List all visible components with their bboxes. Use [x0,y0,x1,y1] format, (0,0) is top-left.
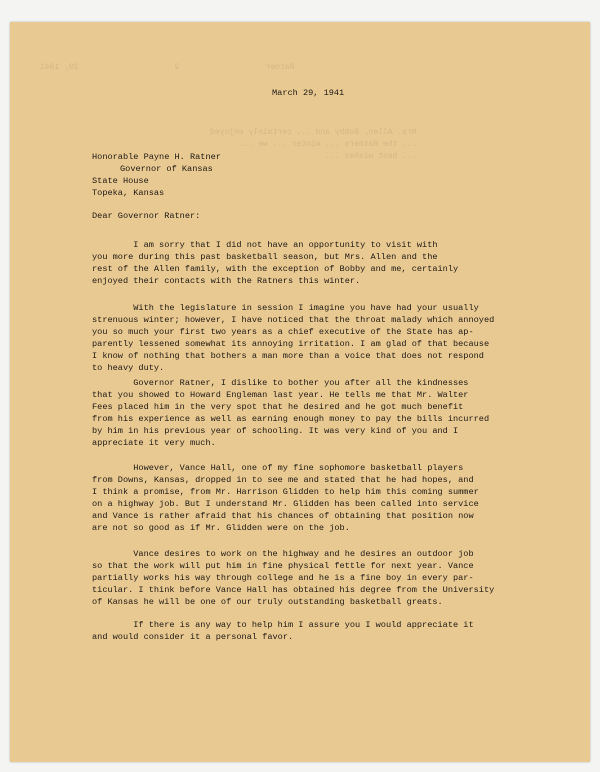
letter-page [10,22,590,762]
bleed-through-top: Ratner 2 29, 1941 [40,63,305,72]
recipient-line: State House [92,176,149,186]
recipient-line: Topeka, Kansas [92,188,165,198]
paragraph: However, Vance Hall, one of my fine sophomore basketball players from Downs, Kansas, dropped in to see me and stated that he had hopes, and I think a promise, from Mr. Harrison Glidden to help him this coming summer on a highway job. But I understand Mr. Glidden has been called into service and Vance is rather afraid that his chances of obtaining that position now are not so good as if Mr. Glidden were on the job. [92,463,479,533]
paragraph: I am sorry that I did not have an opportunity to visit with you more during this past basketball season, but Mrs. Allen and the rest of the Allen family, with the exception of Bobby and me, certainly enjoyed their contacts with the Ratners this winter. [92,240,459,286]
recipient-line: Governor of Kansas [120,164,213,174]
salutation: Dear Governor Ratner: [92,211,201,221]
letter-date: March 29, 1941 [272,88,345,98]
bleed-through-middle: Mrs. Allen, Bobby and ... certainly enjoyed ... the Ratners ... winter ... we ... ... best wishes ... [210,128,417,161]
paragraph: Governor Ratner, I dislike to bother you after all the kindnesses that you showed to Howard Engleman last year. He tells me that Mr. Walter Fees placed him in the very spot that he desired and he got much benefit from his experience as well as earning enough money to pay the bills incurred by him in his previous year of schooling. It was very kind of you and I appreciate it very much. [92,378,490,448]
recipient-address [92,151,221,199]
paragraph: If there is any way to help him I assure you I would appreciate it and would consider it a personal favor. [92,620,474,642]
paragraph: Vance desires to work on the highway and he desires an outdoor job so that the work will put him in fine physical fettle for next year. Vance partially works his way through college and he is a fine boy in every par- ticular. I think before Vance Hall has obtained his degree from the University of Kansas he will be one of our truly outstanding basketball greats. [92,549,495,607]
paragraph: With the legislature in session I imagine you have had your usually strenuous winter; however, I have noticed that the throat malady which annoyed you so much your first two years as a chief executive of the State has ap- parently lessened somewhat its annoying irritation. I am glad of that because I know of nothing that bothers a man more than a voice that does not respond to heavy duty. [92,303,495,373]
recipient-line: Honorable Payne H. Ratner [92,152,221,162]
